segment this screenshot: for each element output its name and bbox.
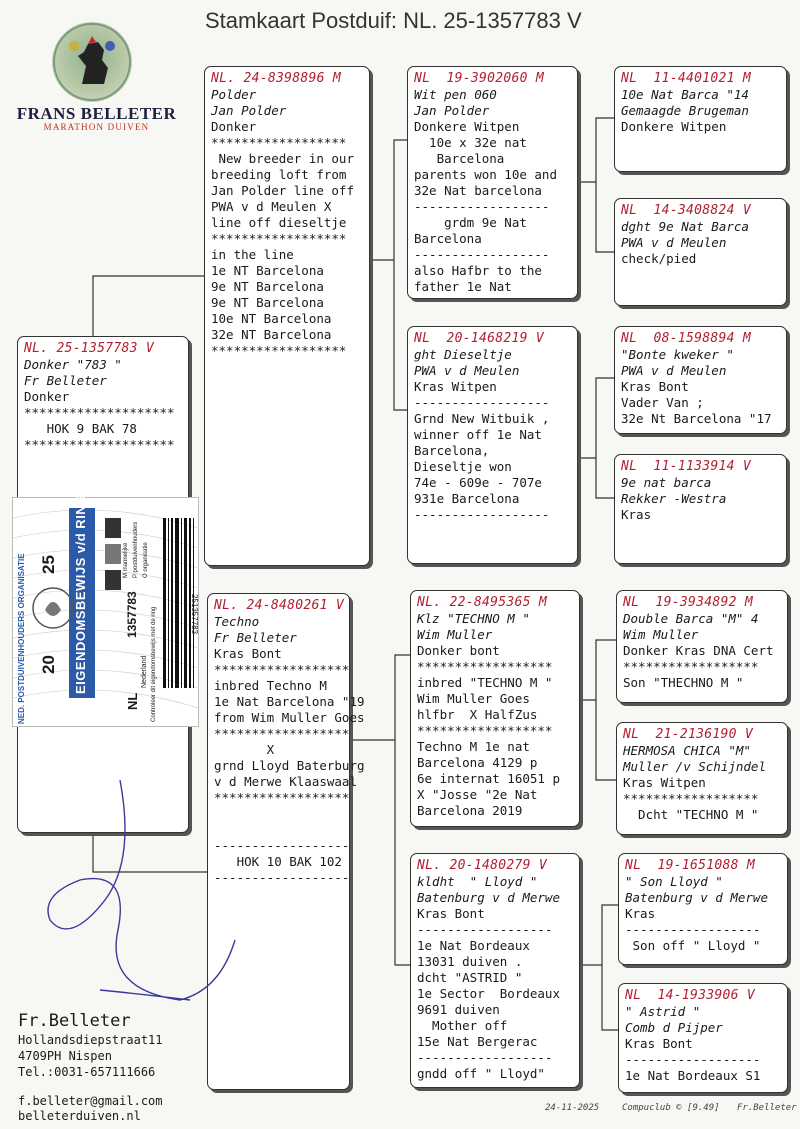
owner-block bbox=[18, 1010, 163, 1080]
card-line: ------------------ bbox=[214, 870, 350, 885]
sticker-legend-3: O organisatie bbox=[143, 542, 149, 578]
ring-number: NL. 25-1357783 V bbox=[24, 341, 155, 356]
card-line: grnd Lloyd Baterburg bbox=[214, 758, 365, 773]
card-line: 1e Nat Bordeaux bbox=[417, 938, 530, 953]
card-line: in the line bbox=[211, 247, 294, 262]
card-line: 13031 duiven . bbox=[417, 954, 523, 969]
sticker-barcode-text: 251357783 bbox=[190, 594, 199, 635]
ring-number: NL 11-1133914 V bbox=[621, 459, 752, 474]
card-line: Techno M 1e nat bbox=[417, 739, 530, 754]
card-line: Muller /v Schijndel bbox=[623, 759, 766, 774]
card-line: ------------------ bbox=[414, 199, 550, 214]
card-line: Donker bont bbox=[417, 643, 500, 658]
card-line: 1e NT Barcelona bbox=[211, 263, 324, 278]
card-mff bbox=[616, 590, 788, 703]
card-line: 74e - 609e - 707e bbox=[414, 475, 542, 490]
card-line: Gemaagde Brugeman bbox=[621, 103, 749, 118]
card-line: 32e Nat barcelona bbox=[414, 183, 542, 198]
card-line: 1e Nat Barcelona "19 bbox=[214, 694, 365, 709]
card-line: ------------------ bbox=[414, 247, 550, 262]
card-line: Kras Bont bbox=[625, 1036, 693, 1051]
card-line: ******************** bbox=[24, 437, 175, 452]
card-line: Kras Bont bbox=[417, 906, 485, 921]
card-line: 1e Sector Bordeaux bbox=[417, 986, 560, 1001]
card-line: PWA v d Meulen X bbox=[211, 199, 332, 214]
card-line: Klz "TECHNO M " bbox=[417, 611, 530, 626]
card-line: ****************** bbox=[214, 662, 350, 677]
card-line: ------------------ bbox=[214, 838, 350, 853]
card-line: X "Josse "2e Nat bbox=[417, 787, 538, 802]
card-line: ------------------ bbox=[417, 1050, 553, 1065]
owner-tel: Tel.:0031-657111666 bbox=[18, 1065, 156, 1079]
card-line: line off dieseltje bbox=[211, 215, 347, 230]
card-line: Wim Muller bbox=[623, 627, 699, 642]
card-line: " Astrid " bbox=[625, 1004, 701, 1019]
sticker-doc-title: EIGENDOMSBEWIJS v/d RING bbox=[73, 494, 88, 694]
card-line: check/pied bbox=[621, 251, 697, 266]
card-line: 1e Nat Bordeaux S1 bbox=[625, 1068, 761, 1083]
sticker-country-word: Nederland bbox=[141, 655, 148, 688]
card-line: Kras Bont bbox=[621, 379, 689, 394]
card-line: 9691 duiven bbox=[417, 1002, 500, 1017]
card-line: 931e Barcelona bbox=[414, 491, 520, 506]
footer-owner: Fr.Belleter bbox=[737, 1103, 797, 1113]
card-line: 32e NT Barcelona bbox=[211, 327, 332, 342]
card-line: ****************** bbox=[211, 343, 347, 358]
card-line: Barcelona bbox=[414, 151, 505, 166]
card-line: Vader Van ; bbox=[621, 395, 704, 410]
card-line: ****************** bbox=[623, 791, 759, 806]
ring-number: NL. 24-8398896 M bbox=[211, 71, 342, 86]
card-mother-father bbox=[410, 590, 580, 827]
card-line: 9e NT Barcelona bbox=[211, 295, 324, 310]
contact-block bbox=[18, 1094, 163, 1124]
card-line: X bbox=[214, 742, 275, 757]
ring-number: NL 20-1468219 V bbox=[414, 331, 545, 346]
card-line: father 1e Nat bbox=[414, 279, 512, 294]
card-father-mother bbox=[407, 326, 578, 564]
ring-number: NL 21-2136190 V bbox=[623, 727, 754, 742]
ring-number: NL 19-1651088 M bbox=[625, 858, 756, 873]
card-line: also Hafbr to the bbox=[414, 263, 542, 278]
card-line: inbred Techno M bbox=[214, 678, 327, 693]
card-line: Son off " Lloyd " bbox=[625, 938, 761, 953]
card-line: Barcelona 4129 p bbox=[417, 755, 538, 770]
sticker-ring-number: 1357783 bbox=[125, 591, 139, 638]
card-line: Dieseltje won bbox=[414, 459, 512, 474]
sticker-pattern bbox=[13, 498, 198, 726]
sticker-year-a: 20 bbox=[39, 655, 58, 674]
owner-city: 4709PH Nispen bbox=[18, 1049, 112, 1063]
card-line: Barcelona 2019 bbox=[417, 803, 523, 818]
card-mother-mother bbox=[410, 853, 580, 1088]
card-line: Barcelona, bbox=[414, 443, 490, 458]
owner-name: Fr.Belleter bbox=[18, 1011, 131, 1031]
ring-number: NL 14-3408824 V bbox=[621, 203, 752, 218]
card-line: Fr Belleter bbox=[24, 373, 107, 388]
card-line: Jan Polder bbox=[211, 103, 287, 118]
card-line: kldht " Lloyd " bbox=[417, 874, 538, 889]
card-line: from Wim Muller Goes bbox=[214, 710, 365, 725]
card-line: PWA v d Meulen bbox=[621, 363, 727, 378]
card-mother bbox=[207, 593, 365, 1090]
card-line bbox=[214, 822, 343, 838]
card-line: Comb d Pijper bbox=[625, 1020, 723, 1035]
card-line: Mother off bbox=[417, 1018, 508, 1033]
sticker-country: NL bbox=[125, 692, 140, 710]
card-fmf bbox=[614, 326, 787, 434]
card-line: Donker Kras DNA Cert bbox=[623, 643, 774, 658]
card-line bbox=[214, 806, 343, 822]
card-line: Grnd New Witbuik , bbox=[414, 411, 550, 426]
card-line: Donker bbox=[211, 119, 257, 134]
card-line: 10e Nat Barca "14 bbox=[621, 87, 749, 102]
card-line: ------------------ bbox=[417, 922, 553, 937]
card-line: "Bonte kweker " bbox=[621, 347, 734, 362]
card-line: Polder bbox=[211, 87, 257, 102]
ring-number: NL 11-4401021 M bbox=[621, 71, 752, 86]
card-line: grdm 9e Nat bbox=[414, 215, 527, 230]
card-line: ------------------ bbox=[414, 395, 550, 410]
card-line: v d Merwe Klaaswaal bbox=[214, 774, 357, 789]
owner-website[interactable]: belleterduiven.nl bbox=[18, 1109, 141, 1123]
footer-software: Compuclub © [9.49] bbox=[622, 1103, 720, 1113]
card-line: dght 9e Nat Barca bbox=[621, 219, 749, 234]
card-line: 10e NT Barcelona bbox=[211, 311, 332, 326]
card-line: ****************** bbox=[623, 659, 759, 674]
card-line: Fr Belleter bbox=[214, 630, 297, 645]
card-line: Double Barca "M" 4 bbox=[623, 611, 759, 626]
card-line: winner off 1e Nat bbox=[414, 427, 542, 442]
card-line: ****************** bbox=[417, 659, 553, 674]
card-line: hlfbr X HalfZus bbox=[417, 707, 538, 722]
ring-ownership-sticker bbox=[12, 494, 199, 727]
ring-number: NL. 20-1480279 V bbox=[417, 858, 548, 873]
card-line: 10e x 32e nat bbox=[414, 135, 527, 150]
card-line: Rekker -Westra bbox=[621, 491, 727, 506]
card-line: gndd off " Lloyd" bbox=[417, 1066, 545, 1081]
card-line: Barcelona bbox=[414, 231, 482, 246]
ring-number: NL 19-3902060 M bbox=[414, 71, 545, 86]
card-line: ****************** bbox=[417, 723, 553, 738]
card-line: ------------------ bbox=[414, 507, 550, 522]
card-line: Kras Witpen bbox=[414, 379, 497, 394]
sticker-legend-1: M mannelijke bbox=[123, 542, 129, 578]
card-line: Son "THECHNO M " bbox=[623, 675, 744, 690]
card-line: Donker "783 " bbox=[24, 357, 122, 372]
card-line: 9e nat barca bbox=[621, 475, 712, 490]
footer-date: 24-11-2025 bbox=[545, 1103, 600, 1113]
card-line: HERMOSA CHICA "M" bbox=[623, 743, 751, 758]
card-line: parents won 10e and bbox=[414, 167, 557, 182]
card-line: inbred "TECHNO M " bbox=[417, 675, 553, 690]
ring-number: NL. 22-8495365 M bbox=[417, 595, 548, 610]
card-line: Batenburg v d Merwe bbox=[417, 890, 560, 905]
card-line: ------------------ bbox=[625, 1052, 761, 1067]
card-line: 32e Nt Barcelona "17 bbox=[621, 411, 772, 426]
card-line: Jan Polder line off bbox=[211, 183, 354, 198]
card-line: 9e NT Barcelona bbox=[211, 279, 324, 294]
card-mfm bbox=[616, 722, 788, 835]
card-fmm bbox=[614, 454, 787, 564]
card-father bbox=[204, 66, 370, 566]
card-line: Donkere Witpen bbox=[621, 119, 727, 134]
card-line: 15e Nat Bergerac bbox=[417, 1034, 538, 1049]
sticker-org: NED. POSTDUIVENHOUDERS ORGANISATIE bbox=[17, 553, 26, 724]
card-line: Donkere Witpen bbox=[414, 119, 520, 134]
card-fff bbox=[614, 66, 787, 172]
card-line: Batenburg v d Merwe bbox=[625, 890, 768, 905]
card-line: ght Dieseltje bbox=[414, 347, 512, 362]
card-line: ****************** bbox=[214, 790, 350, 805]
card-line: breeding loft from bbox=[211, 167, 347, 182]
card-line: ******************** bbox=[24, 405, 175, 420]
card-line: Wim Muller Goes bbox=[417, 691, 530, 706]
card-line: ****************** bbox=[211, 135, 347, 150]
card-line: dcht "ASTRID " bbox=[417, 970, 523, 985]
card-line: HOK 9 BAK 78 bbox=[24, 421, 137, 436]
card-line: 6e internat 16051 p bbox=[417, 771, 560, 786]
card-line: Donker bbox=[24, 389, 70, 404]
card-line: ****************** bbox=[214, 726, 350, 741]
owner-email[interactable]: f.belleter@gmail.com bbox=[18, 1094, 163, 1108]
card-ffm bbox=[614, 198, 787, 306]
card-line: Kras bbox=[621, 507, 652, 522]
card-line: HOK 10 BAK 102 bbox=[214, 854, 342, 869]
card-line: New breeder in our bbox=[211, 151, 354, 166]
card-line: Kras Bont bbox=[214, 646, 282, 661]
sticker-check-text: Controleer dit eigendomsbewijs met de ring bbox=[151, 606, 157, 722]
ring-number: NL 14-1933906 V bbox=[625, 988, 756, 1003]
page-title: Stamkaart Postduif: NL. 25-1357783 V bbox=[205, 8, 582, 33]
card-mmf bbox=[618, 853, 788, 965]
card-line: Dcht "TECHNO M " bbox=[623, 807, 759, 822]
card-line: PWA v d Meulen bbox=[621, 235, 727, 250]
card-line: ****************** bbox=[211, 231, 347, 246]
sticker-legend-2: P postduivenhouders bbox=[133, 521, 139, 578]
card-line: Wit pen 060 bbox=[414, 87, 497, 102]
ring-number: NL. 24-8480261 V bbox=[214, 598, 345, 613]
ring-number: NL 19-3934892 M bbox=[623, 595, 754, 610]
card-mmm bbox=[618, 983, 788, 1093]
card-line: Jan Polder bbox=[414, 103, 490, 118]
owner-street: Hollandsdiepstraat11 bbox=[18, 1033, 163, 1047]
card-father-father bbox=[407, 66, 578, 299]
ring-number: NL 08-1598894 M bbox=[621, 331, 752, 346]
card-line: Kras Witpen bbox=[623, 775, 706, 790]
card-line: " Son Lloyd " bbox=[625, 874, 723, 889]
logo-subtitle: MARATHON DUIVEN bbox=[43, 122, 150, 132]
sticker-year-b: 25 bbox=[39, 555, 58, 574]
logo-name: FRANS BELLETER bbox=[16, 104, 177, 123]
card-line: Wim Muller bbox=[417, 627, 493, 642]
card-line: ------------------ bbox=[625, 922, 761, 937]
card-line: Techno bbox=[214, 614, 260, 629]
card-line: PWA v d Meulen bbox=[414, 363, 520, 378]
card-line: Kras bbox=[625, 906, 656, 921]
